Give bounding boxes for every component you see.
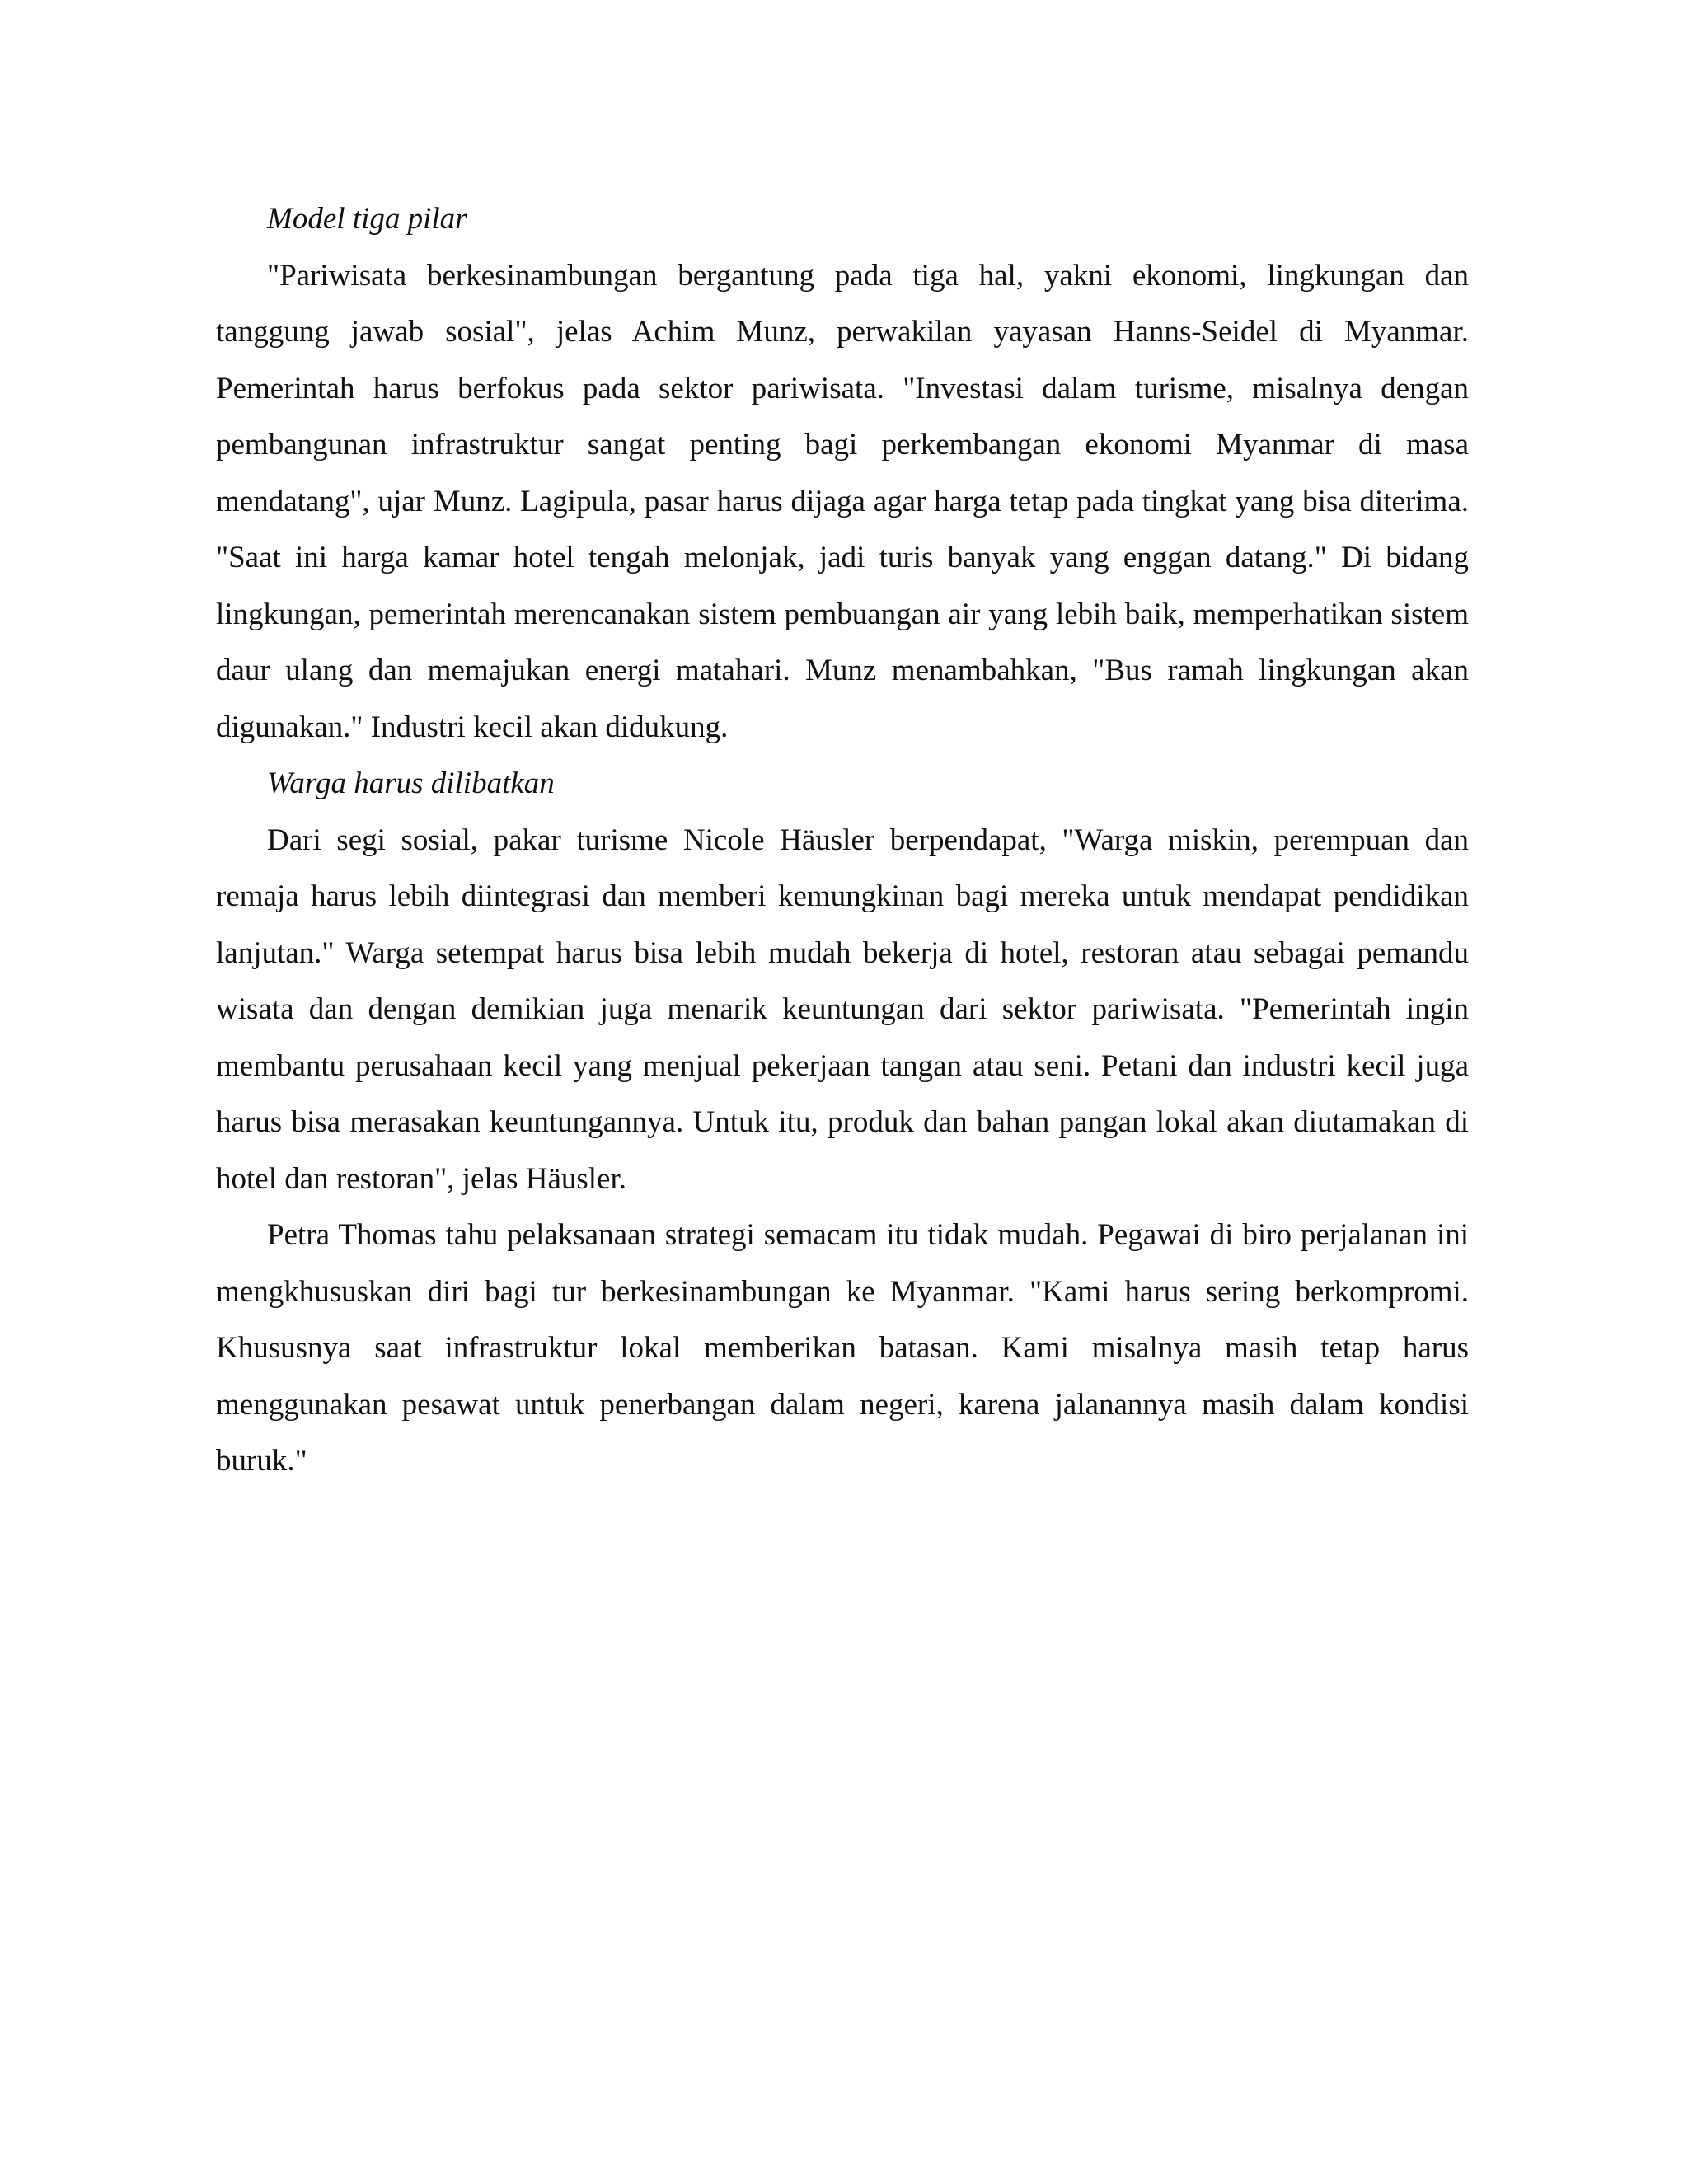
- paragraph-social-aspect: Dari segi sosial, pakar turisme Nicole Häusler berpendapat, "Warga miskin, perempuan dan remaja harus lebih diintegrasi dan memberi kemungkinan bagi mereka untuk mendapat pendidikan lanjutan." Warga setempat harus bisa lebih mudah bekerja di hotel, restoran atau sebagai pemandu wisata dan dengan demikian juga menarik keuntungan dari sektor pariwisata. "Pemerintah ingin membantu perusahaan kecil yang menjual pekerjaan tangan atau seni. Petani dan industri kecil juga harus bisa merasakan keuntungannya. Untuk itu, produk dan bahan pangan lokal akan diutamakan di hotel dan restoran", jelas Häusler.: [216, 823, 1469, 1196]
- paragraph-three-pillars: "Pariwisata berkesinambungan bergantung pada tiga hal, yakni ekonomi, lingkungan dan tanggung jawab sosial", jelas Achim Munz, perwakilan yayasan Hanns-Seidel di Myanmar. Pemerintah harus berfokus pada sektor pariwisata. "Investasi dalam turisme, misalnya dengan pembangunan infrastruktur sangat penting bagi perkembangan ekonomi Myanmar di masa mendatang", ujar Munz. Lagipula, pasar harus dijaga agar harga tetap pada tingkat yang bisa diterima. "Saat ini harga kamar hotel tengah melonjak, jadi turis banyak yang enggan datang." Di bidang lingkungan, pemerintah merencanakan sistem pembuangan air yang lebih baik, memperhatikan sistem daur ulang dan memajukan energi matahari. Munz menambahkan, "Bus ramah lingkungan akan digunakan." Industri kecil akan didukung.: [216, 258, 1469, 744]
- paragraph-petra-thomas: Petra Thomas tahu pelaksanaan strategi semacam itu tidak mudah. Pegawai di biro perjalanan ini mengkhususkan diri bagi tur berkesinambungan ke Myanmar. "Kami harus sering berkompromi. Khususnya saat infrastruktur lokal memberikan batasan. Kami misalnya masih tetap harus menggunakan pesawat untuk penerbangan dalam negeri, karena jalanannya masih dalam kondisi buruk.": [216, 1218, 1469, 1478]
- document-page: [216, 191, 1469, 1490]
- section-heading-model-tiga-pilar: Model tiga pilar: [267, 202, 467, 236]
- section-heading-warga-harus-dilibatkan: Warga harus dilibatkan: [267, 766, 555, 800]
